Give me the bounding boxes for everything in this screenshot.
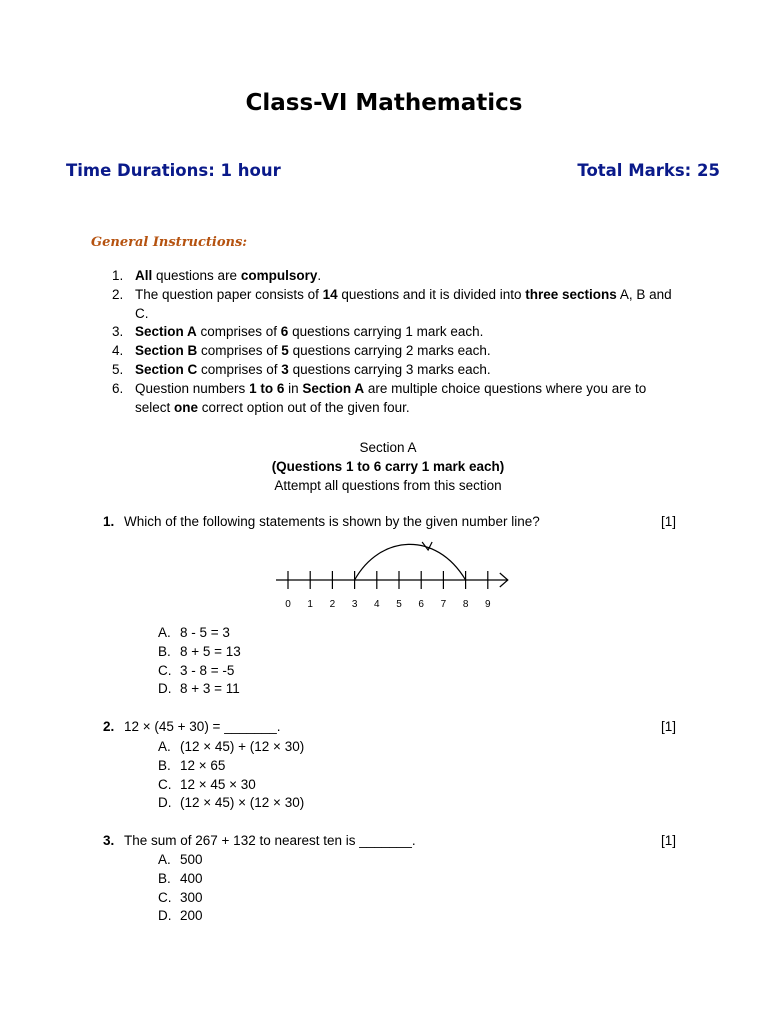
option-item — [158, 889, 203, 908]
page-title: Class-VI Mathematics — [245, 90, 523, 116]
option-text: 400 — [180, 870, 203, 886]
instruction-text: comprises of — [196, 324, 281, 340]
instruction-text: Section B — [135, 343, 198, 359]
option-letter: D. — [158, 908, 172, 924]
instruction-text: questions carrying 3 marks each. — [288, 361, 491, 377]
tick-label: 6 — [418, 599, 424, 610]
instruction-text: Section C — [135, 361, 198, 377]
instruction-text: compulsory — [240, 268, 318, 283]
instruction-text: 14 — [322, 286, 338, 302]
tick-label: 1 — [307, 599, 313, 610]
question-text: The sum of 267 + 132 to nearest ten is _______. — [124, 833, 416, 848]
question-text: Which of the following statements is shown by the given number line? — [124, 514, 540, 529]
jump-arc — [355, 544, 466, 580]
question-number: 2. — [103, 719, 115, 734]
option-text: 8 + 5 = 13 — [180, 643, 241, 659]
instruction-text: A, B and C. — [135, 286, 672, 321]
instruction-text: comprises of — [197, 343, 282, 359]
instruction-item — [112, 267, 672, 286]
option-item — [158, 643, 241, 662]
general-instructions-heading: General Instructions: — [91, 235, 248, 250]
option-item — [158, 738, 304, 757]
tick-label: 5 — [396, 599, 402, 610]
instruction-item — [112, 286, 672, 324]
total-marks: Total Marks: 25 — [577, 161, 720, 180]
option-text: 8 + 3 = 11 — [180, 681, 240, 697]
option-text: 12 × 65 — [180, 757, 226, 773]
instruction-number: 5. — [112, 361, 124, 377]
option-text: (12 × 45) × (12 × 30) — [180, 795, 305, 811]
option-letter: B. — [158, 870, 171, 886]
option-text: 8 - 5 = 3 — [180, 625, 230, 640]
option-item — [158, 851, 203, 870]
instruction-text: questions are — [152, 268, 241, 283]
instruction-item — [112, 342, 672, 361]
instruction-text: Section A — [302, 380, 365, 396]
instruction-text: Section A — [135, 324, 197, 340]
instruction-item — [112, 361, 672, 380]
option-text: 500 — [180, 852, 203, 867]
instruction-text: 5 — [281, 343, 289, 359]
instruction-number: 2. — [112, 286, 124, 302]
question-3-options — [158, 851, 203, 926]
option-text: 3 - 8 = -5 — [180, 662, 235, 678]
option-item — [158, 870, 203, 889]
question-mark: [1] — [660, 833, 676, 848]
option-item — [158, 680, 241, 699]
instruction-item — [112, 323, 672, 342]
option-item — [158, 662, 241, 681]
option-letter: B. — [158, 757, 171, 773]
option-letter: C. — [158, 776, 172, 792]
question-1-options — [158, 624, 241, 699]
option-item — [158, 757, 304, 776]
option-text: 12 × 45 × 30 — [180, 776, 256, 792]
option-item — [158, 794, 304, 813]
instruction-text: correct option out of the given four. — [198, 399, 410, 415]
instruction-number: 4. — [112, 343, 124, 359]
instruction-text: questions carrying 2 marks each. — [288, 343, 491, 359]
instruction-text: comprises of — [197, 361, 282, 377]
instruction-text: Question numbers — [135, 380, 250, 396]
instruction-text: All — [135, 268, 153, 283]
instruction-text: in — [284, 380, 303, 396]
question-number: 1. — [103, 514, 115, 529]
question-number: 3. — [103, 833, 115, 848]
instruction-number: 1. — [112, 268, 124, 283]
option-text: (12 × 45) + (12 × 30) — [180, 739, 305, 754]
instruction-number: 3. — [112, 324, 124, 340]
question-mark: [1] — [660, 719, 676, 734]
instruction-item — [112, 380, 672, 418]
option-text: 200 — [180, 908, 203, 924]
option-letter: A. — [158, 852, 171, 867]
tick-label: 8 — [462, 599, 469, 610]
instruction-text: questions and it is divided into — [337, 286, 526, 302]
option-text: 300 — [180, 889, 203, 905]
section-heading: Section A — [359, 440, 417, 455]
instructions-list — [112, 267, 672, 417]
tick-label: 0 — [285, 599, 291, 610]
instruction-text: 1 to 6 — [249, 380, 285, 396]
tick-label: 2 — [329, 599, 336, 610]
tick-label: 3 — [351, 599, 358, 610]
instruction-text: . — [317, 268, 322, 283]
option-item — [158, 776, 304, 795]
option-letter: D. — [158, 795, 172, 811]
instruction-text: The question paper consists of — [135, 286, 323, 302]
section-note: Attempt all questions from this section — [274, 478, 502, 493]
number-line-figure — [270, 540, 510, 620]
option-item — [158, 907, 203, 926]
instruction-number: 6. — [112, 380, 124, 396]
instruction-text: 6 — [280, 324, 289, 340]
section-subheading: (Questions 1 to 6 carry 1 mark each) — [271, 459, 505, 474]
instruction-text: 3 — [281, 361, 289, 377]
option-letter: B. — [158, 643, 171, 659]
tick-label: 7 — [440, 599, 447, 610]
time-duration: Time Durations: 1 hour — [66, 161, 281, 180]
instruction-text: three sections — [525, 286, 617, 302]
question-2-options — [158, 738, 304, 813]
option-letter: C. — [158, 889, 172, 905]
tick-label: 4 — [374, 599, 380, 610]
tick-label: 9 — [485, 599, 491, 610]
question-mark: [1] — [660, 514, 676, 529]
option-letter: A. — [158, 625, 171, 640]
option-letter: D. — [158, 681, 172, 697]
instruction-text: are multiple choice questions where you are to select — [135, 380, 647, 415]
instruction-text: questions carrying 1 mark each. — [288, 324, 484, 340]
question-text: 12 × (45 + 30) = _______. — [124, 719, 281, 734]
option-letter: A. — [158, 739, 171, 754]
option-item — [158, 624, 241, 643]
instruction-text: one — [174, 399, 199, 415]
option-letter: C. — [158, 662, 172, 678]
